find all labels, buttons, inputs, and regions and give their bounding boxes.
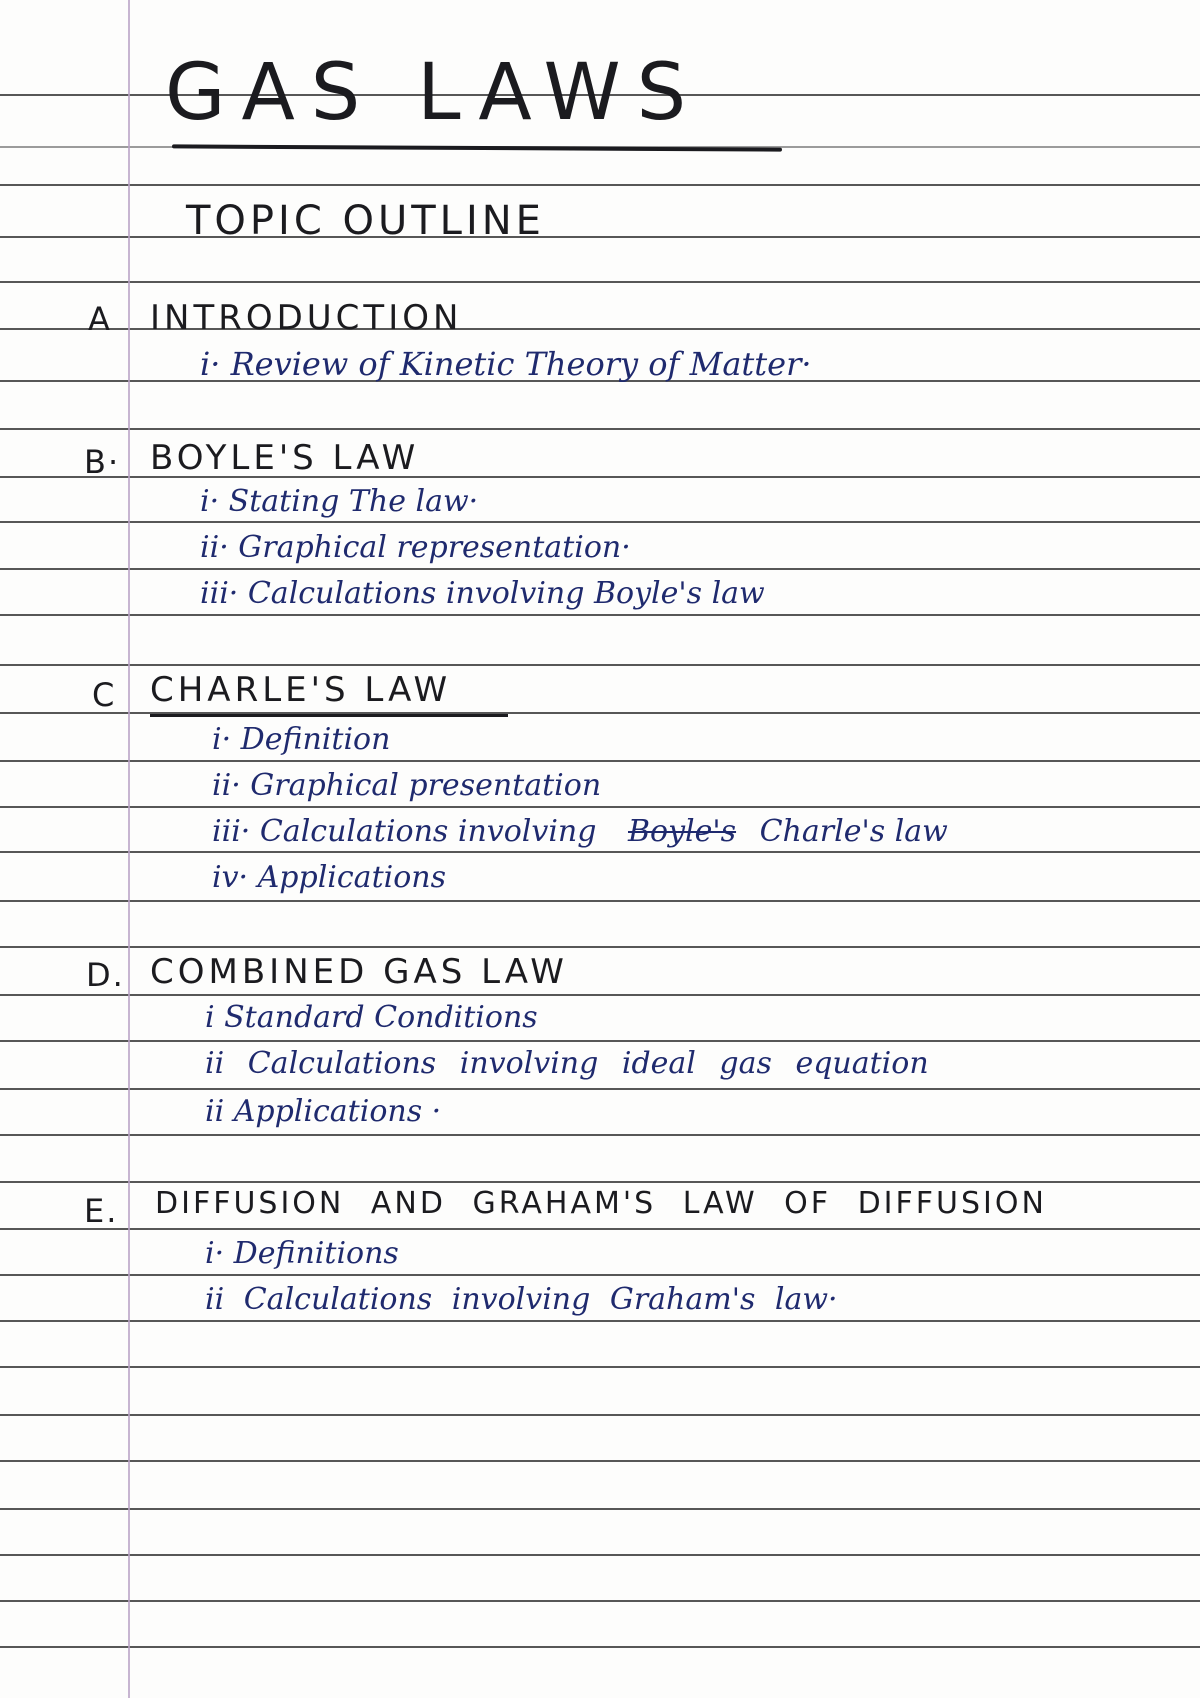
- page-subtitle: TOPIC OUTLINE: [186, 198, 545, 244]
- outline-item: ii· Graphical representation·: [200, 530, 631, 565]
- section-title: CHARLE'S LAW: [150, 670, 452, 710]
- outline-item: i· Definitions: [205, 1236, 399, 1271]
- outline-item: i· Stating The law·: [200, 484, 479, 519]
- section-title: DIFFUSION AND GRAHAM'S LAW OF DIFFUSION: [155, 1186, 1047, 1221]
- outline-item: i· Definition: [212, 722, 391, 757]
- section-letter: E.: [84, 1192, 119, 1230]
- outline-item: ii Applications ·: [205, 1094, 442, 1129]
- page-title: GAS LAWS: [165, 48, 703, 138]
- outline-item-text: iii· Calculations involving: [212, 814, 597, 849]
- outline-item: iv· Applications: [212, 860, 446, 895]
- outline-item-tail: Charle's law: [759, 814, 948, 849]
- outline-item: ii· Graphical presentation: [212, 768, 602, 803]
- outline-item: i· Review of Kinetic Theory of Matter·: [200, 345, 812, 383]
- section-underline: [150, 714, 508, 717]
- crossed-out-word: Boyle's: [628, 814, 737, 849]
- section-title: COMBINED GAS LAW: [150, 952, 568, 992]
- section-letter: A: [88, 300, 112, 338]
- outline-item: i Standard Conditions: [205, 1000, 538, 1035]
- section-letter: C: [92, 676, 117, 714]
- section-letter: B·: [84, 443, 121, 481]
- section-title: BOYLE'S LAW: [150, 438, 420, 478]
- outline-item: ii Calculations involving Graham's law·: [205, 1282, 838, 1317]
- section-title: INTRODUCTION: [150, 298, 463, 338]
- margin-line: [128, 0, 130, 1698]
- outline-item: ii Calculations involving ideal gas equation: [205, 1046, 929, 1081]
- outline-item: [212, 814, 948, 849]
- outline-item: iii· Calculations involving Boyle's law: [200, 576, 765, 611]
- section-letter: D.: [86, 956, 125, 994]
